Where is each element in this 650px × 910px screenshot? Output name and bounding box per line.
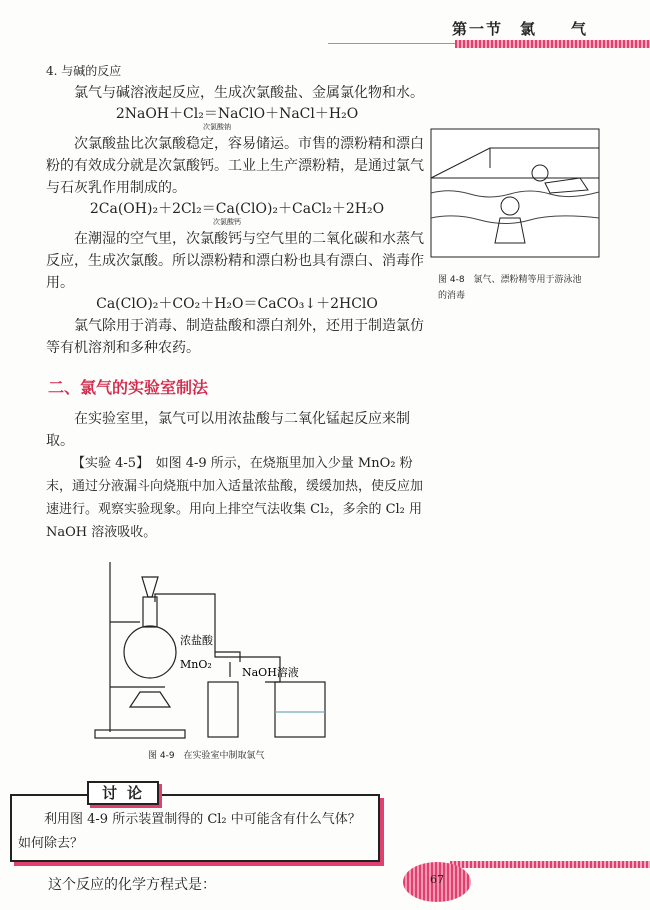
header-stripe bbox=[455, 40, 650, 48]
paragraph: 在实验室里，氯气可以用浓盐酸与二氧化锰起反应来制取。 bbox=[46, 411, 410, 449]
section-title: 二、氯气的实验室制法 bbox=[48, 378, 209, 397]
discussion-tab: 讨论 bbox=[87, 781, 159, 805]
equation-note: 次氯酸钙 bbox=[213, 218, 241, 226]
equation-text: 2NaOH＋Cl₂＝NaClO＋NaCl＋H₂O bbox=[115, 106, 359, 122]
equation-1 bbox=[46, 105, 428, 131]
header-divider bbox=[328, 43, 455, 44]
figure-4-9-caption: 图 4-9 在实验室中制取氯气 bbox=[148, 751, 265, 761]
discussion-box bbox=[10, 794, 380, 862]
chapter-header: 第一节 氯 气 bbox=[452, 20, 589, 38]
subheading: 4. 与碱的反应 bbox=[46, 64, 122, 78]
paragraph: 在潮湿的空气里，次氯酸钙与空气里的二氧化碳和水蒸气反应，生成次氯酸。所以漂粉精和漂白粉也具有漂白、消毒作用。 bbox=[46, 231, 424, 291]
equation-3: Ca(ClO)₂＋CO₂＋H₂O＝CaCO₃↓＋2HClO bbox=[96, 296, 378, 312]
equation-note: 次氯酸钠 bbox=[203, 123, 231, 131]
lab-apparatus-diagram bbox=[90, 552, 350, 742]
paragraph: 氯气除用于消毒、制造盐酸和漂白剂外，还用于制造氯仿等有机溶剂和多种农药。 bbox=[46, 318, 424, 356]
paragraph: 氯气与碱溶液起反应，生成次氯酸盐、金属氯化物和水。 bbox=[74, 85, 424, 101]
discussion-text: 利用图 4-9 所示装置制得的 Cl₂ 中可能含有什么气体？如何除去？ bbox=[18, 812, 361, 851]
experiment-paragraph: 【实验 4-5】 如图 4-9 所示，在烧瓶里加入少量 MnO₂ 粉末，通过分液漏斗向烧瓶中加入适量浓盐酸，缓缓加热，使反应加速进行。观察实验现象。用向上排空气法收集 Cl₂，多余的 Cl₂ 用 NaOH 溶液吸收。 bbox=[46, 456, 424, 540]
equation-text: 2Ca(OH)₂＋2Cl₂＝Ca(ClO)₂＋CaCl₂＋2H₂O bbox=[89, 201, 385, 217]
discussion bbox=[10, 781, 380, 862]
closing-text: 这个反应的化学方程式是： bbox=[48, 877, 216, 893]
label-naoh: NaOH溶液 bbox=[242, 666, 299, 679]
label-hcl: 浓盐酸 bbox=[180, 634, 213, 647]
swimming-pool-illustration bbox=[430, 128, 600, 258]
footer-stripe bbox=[450, 861, 650, 868]
page-number: 67 bbox=[403, 862, 471, 902]
label-mno2: MnO₂ bbox=[180, 658, 212, 671]
main-column bbox=[18, 60, 428, 896]
equation-2 bbox=[46, 200, 428, 226]
paragraph: 次氯酸盐比次氯酸稳定，容易储运。市售的漂粉精和漂白粉的有效成分就是次氯酸钙。工业上生产漂粉精，是通过氯气与石灰乳作用制成的。 bbox=[46, 136, 424, 196]
figure-4-8-caption: 图 4-8 氯气、漂粉精等用于游泳池的消毒 bbox=[438, 275, 582, 301]
